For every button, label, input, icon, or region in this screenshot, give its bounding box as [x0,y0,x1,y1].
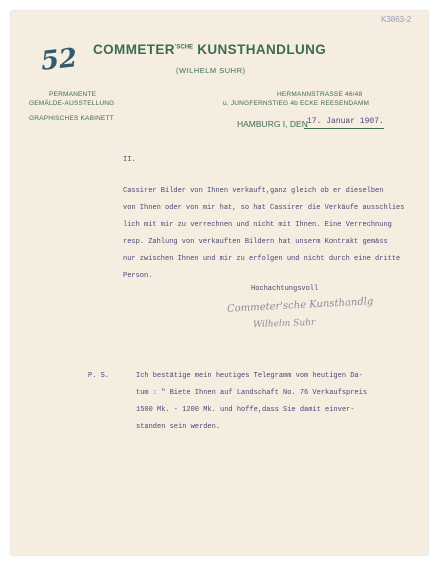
signature-company: Commeter'sche Kunsthandlg [226,296,374,315]
ps-line-4: standen sein werden. [136,423,221,431]
city-date-prefix: HAMBURG I, DEN [237,119,308,129]
ps-line-2: tum : " Biete Ihnen auf Landschaft No. 76 Verkaufspreis [136,389,368,397]
archive-number: K3863-2 [381,15,412,24]
letter-date: 17. Januar 1907. [307,117,384,126]
company-name [93,42,326,57]
company-name-sup: 'SCHE [174,44,194,51]
page-marker: II. [123,156,136,164]
company-name-main: COMMETER [93,42,175,57]
ps-label: P. S. [88,372,110,380]
body-line-5: nur zwischen Ihnen und mir zu erfolgen und nicht durch eine dritte [123,255,401,263]
letterhead-address-line-1: HERMANNSTRASSE 46/48 [277,91,363,98]
body-line-6: Person. [123,272,153,280]
letterhead-left-line-1: PERMANENTE [49,91,97,98]
closing: Hochachtungsvoll [251,285,319,293]
letterhead-left-line-3: GRAPHISCHES KABINETT [29,115,114,122]
owner-name: (WILHELM SUHR) [176,66,246,75]
signature-name: Wilhelm Suhr [252,317,316,331]
letterhead-left-line-2: GEMÄLDE-AUSSTELLUNG [29,100,115,107]
letter-page [11,11,428,555]
company-name-tail: KUNSTHANDLUNG [197,42,327,57]
handwritten-number: 52 [39,43,79,77]
body-line-1: Cassirer Bilder von Ihnen verkauft,ganz gleich ob er dieselben [123,187,384,195]
letterhead-address-line-2: u. JUNGFERNSTIEG 4b ECKE REESENDAMM [223,100,370,107]
body-line-3: lich mit mir zu verrechnen und nicht mit Ihnen. Eine Verrechnung [123,221,392,229]
ps-line-3: 1500 Mk. - 1200 Mk. und hoffe,dass Sie damit einver- [136,406,355,414]
body-line-4: resp. Zahlung von verkauften Bildern hat unserm Kontrakt gemäss [123,238,388,246]
body-line-2: von Ihnen oder von mir hat, so hat Cassirer die Verkäufe ausschlies [123,204,405,212]
date-underline [304,128,384,129]
ps-line-1: Ich bestätige mein heutiges Telegramm vom heutigen Da- [136,372,363,380]
